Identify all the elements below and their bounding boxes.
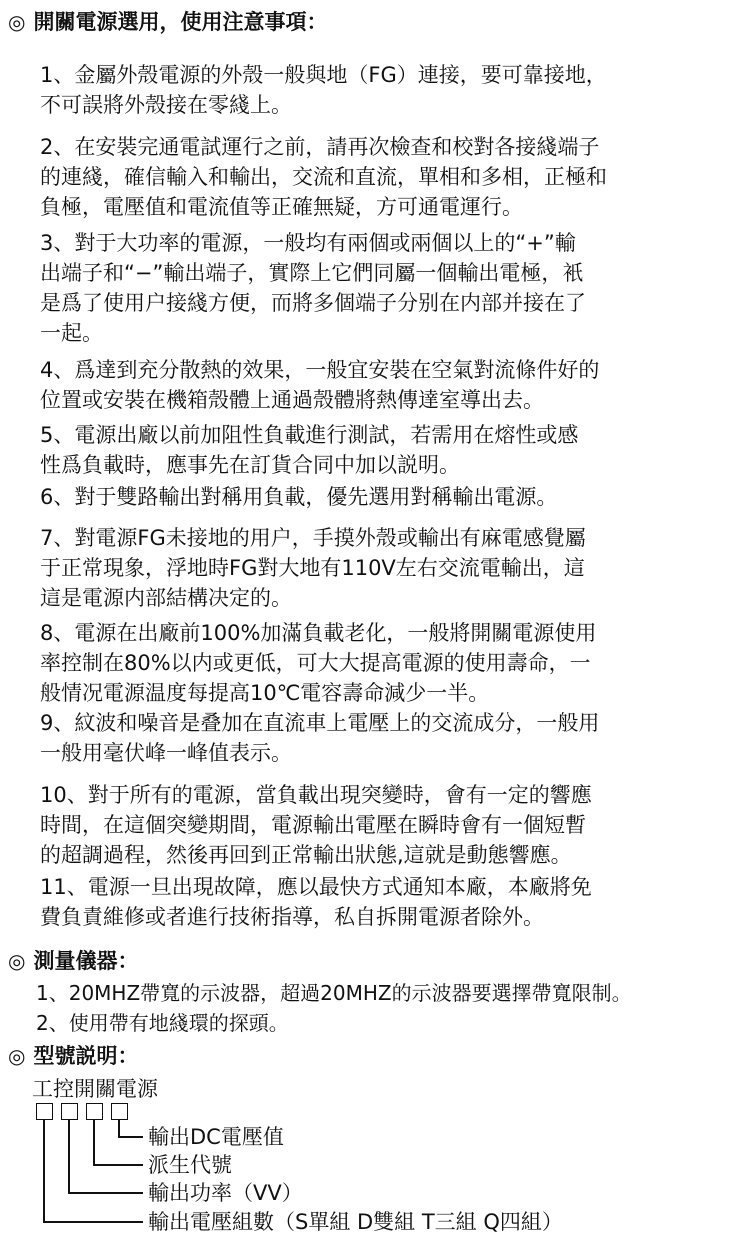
note-line: 5、電源出廠以前加阻性負載進行測試，若需用在熔性或感 — [40, 423, 579, 447]
note-line: 時間，在這個突變期間，電源輸出電壓在瞬時會有一個短暫 — [40, 813, 586, 837]
instruments-title: 測量儀器： — [33, 949, 139, 973]
model-title: 型號説明： — [33, 1044, 139, 1068]
note-line: 于正常現象，浮地時FG對大地有110V左右交流電輸出，這 — [40, 556, 585, 580]
note-line: 9、紋波和噪音是叠加在直流車上電壓上的交流成分，一般用 — [40, 711, 600, 735]
label-voltage-groups: 輸出電壓組數（S單組 D雙組 T三組 Q四組） — [148, 1210, 563, 1234]
section-bullet-icon: ◎ — [8, 949, 26, 973]
note-line: 7、對電源FG未接地的用户，手摸外殼或輸出有麻電感覺屬 — [40, 526, 586, 550]
note-line: 這是電源内部結構决定的。 — [40, 586, 292, 610]
note-line: 2、在安裝完通電試運行之前，請再次檢查和校對各接綫端子 — [40, 135, 600, 159]
label-derivative-code: 派生代號 — [148, 1153, 232, 1177]
note-line: 是爲了使用户接綫方便，而將多個端子分别在内部并接在了 — [40, 291, 586, 315]
note-line: 位置或安裝在機箱殼體上通過殼體將熱傳達室導出去。 — [40, 388, 544, 412]
note-line: 6、對于雙路輸出對稱用負載，優先選用對稱輸出電源。 — [40, 485, 558, 509]
note-line: 3、對于大功率的電源，一般均有兩個或兩個以上的“+”輸 — [40, 231, 576, 255]
label-dc-voltage: 輸出DC電壓值 — [148, 1125, 284, 1149]
note-line: 不可誤將外殼接在零綫上。 — [40, 93, 292, 117]
label-output-power: 輸出功率（VV） — [148, 1181, 303, 1205]
leader-line-power — [69, 1120, 143, 1193]
note-line: 10、對于所有的電源，當負載出現突變時，會有一定的響應 — [40, 783, 592, 807]
instrument-item: 1、20MHZ帶寬的示波器，超過20MHZ的示波器要選擇帶寬限制。 — [36, 981, 632, 1005]
model-name: 工控開關電源 — [32, 1077, 158, 1101]
note-line: 率控制在80%以内或更低，可大大提高電源的使用壽命，一 — [40, 651, 591, 675]
note-line: 性爲負載時，應事先在訂貨合同中加以説明。 — [40, 453, 460, 477]
leader-line-dc-voltage — [119, 1120, 143, 1137]
note-line: 的超調過程，然後再回到正常輸出狀態,這就是動態響應。 — [40, 843, 572, 867]
note-line: 一起。 — [40, 321, 103, 345]
note-line: 出端子和“−”輸出端子，實際上它們同屬一個輸出電極，衹 — [40, 261, 584, 285]
note-line: 般情况電源温度每提高10℃電容壽命減少一半。 — [40, 681, 490, 705]
note-line: 費負責維修或者進行技術指導，私自拆開電源者除外。 — [40, 905, 544, 929]
note-line: 4、爲達到充分散熱的效果，一般宜安裝在空氣對流條件好的 — [40, 358, 600, 382]
notes-title: 開關電源選用，使用注意事項： — [33, 10, 328, 34]
note-line: 負極，電壓值和電流值等正確無疑，方可通電運行。 — [40, 195, 523, 219]
section-bullet-icon: ◎ — [8, 10, 26, 34]
note-line: 8、電源在出廠前100%加滿負載老化，一般將開關電源使用 — [40, 621, 597, 645]
note-line: 11、電源一旦出現故障，應以最快方式通知本廠，本廠將免 — [40, 875, 592, 899]
note-line: 1、金屬外殼電源的外殼一般與地（FG）連接，要可靠接地， — [40, 63, 607, 87]
section-bullet-icon: ◎ — [8, 1044, 26, 1068]
note-line: 一般用毫伏峰一峰值表示。 — [40, 741, 292, 765]
instrument-item: 2、使用帶有地綫環的探頭。 — [36, 1011, 289, 1035]
note-line: 的連綫，確信輸入和輸出，交流和直流，單相和多相，正極和 — [40, 165, 607, 189]
